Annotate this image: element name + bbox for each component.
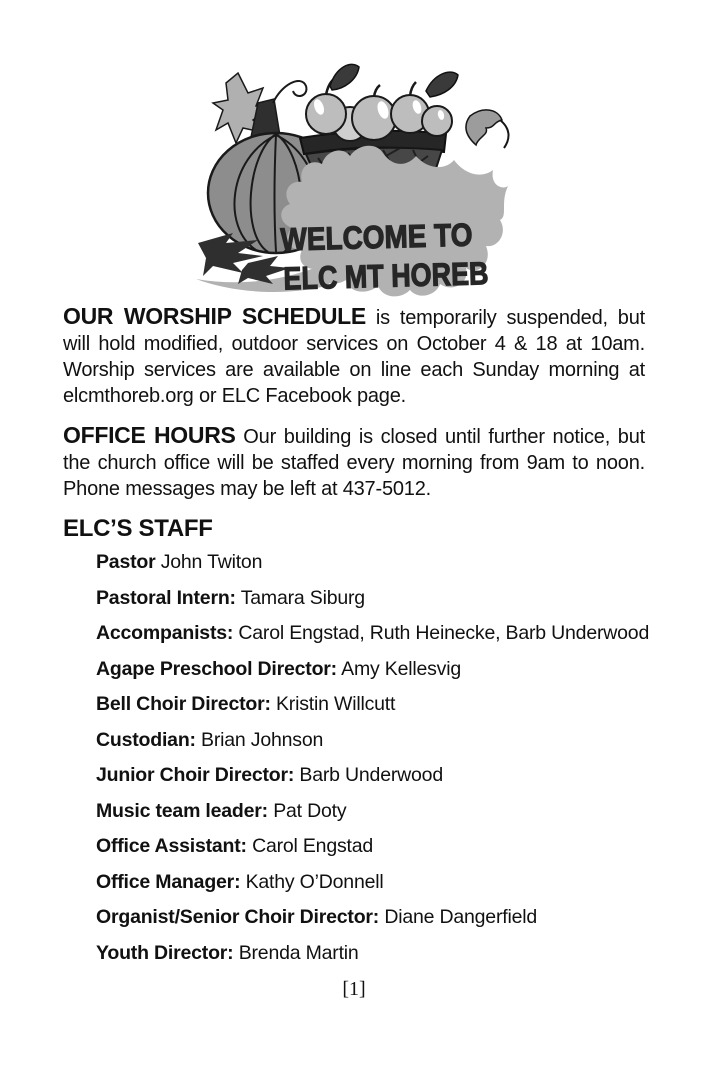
staff-role: Organist/Senior Choir Director: [96,906,380,928]
staff-role: Office Manager: [96,870,241,893]
page-number: [1] [342,978,366,1000]
staff-role: Accompanists: [96,622,234,644]
staff-name: Carol Engstad, Ruth Heinecke, Barb Underwood [238,622,650,644]
falling-leaf-icon [466,110,502,145]
worship-schedule-text: is temporarily suspended, but will hold modified, outdoor services on October 4 & 18 at 10am. Worship services are available on line each Sunday morning at elcmthoreb.org or ELC Facebook page. [63,307,645,407]
pumpkin-tendril [273,81,306,103]
page-content [63,303,650,1001]
staff-item-accompanists [96,622,650,644]
apples-icon [306,94,452,141]
staff-name: John Twiton [160,551,263,573]
staff-role: Pastoral Intern: [96,586,236,609]
staff-item-custodian [96,730,645,750]
office-hours-heading: OFFICE HOURS [63,422,236,448]
welcome-title-line2: ELC MT HOREB [283,254,528,297]
staff-name: Kristin Willcutt [276,693,396,715]
staff-item-bell-choir-director [96,694,645,714]
office-hours-text: Our building is closed until further notice, but the church office will be staffed every morning from 9am to noon. Phone messages may be left at 437-5012. [63,426,645,500]
welcome-title-line1: WELCOME TO [280,215,501,258]
staff-name: Amy Kellesvig [341,657,461,680]
apple-leaf-icon [426,72,458,97]
staff-name: Barb Underwood [299,764,443,786]
staff-item-preschool-director [96,659,645,679]
staff-role: Custodian: [96,728,196,751]
staff-role: Pastor [96,551,156,573]
staff-section-heading: ELC’S STAFF [63,515,213,542]
staff-item-office-assistant [96,836,645,856]
staff-name: Tamara Siburg [240,586,365,609]
worship-schedule-paragraph [63,303,645,409]
staff-item-organist [96,907,645,927]
worship-schedule-heading: OUR WORSHIP SCHEDULE [63,303,366,329]
staff-item-junior-choir-director [96,765,645,785]
staff-role: Agape Preschool Director: [96,657,337,680]
staff-name: Brenda Martin [238,941,359,964]
staff-item-music-team-leader [96,801,645,821]
staff-role: Office Assistant: [96,835,247,857]
staff-name: Carol Engstad [252,835,374,857]
staff-item-youth-director [96,943,645,963]
header-illustration [178,58,530,304]
apple-leaf-icon [330,64,359,90]
staff-list [63,542,650,964]
staff-role: Junior Choir Director: [96,764,295,786]
staff-role: Youth Director: [96,941,234,964]
staff-name: Pat Doty [273,799,347,822]
staff-name: Kathy O’Donnell [245,870,384,893]
staff-name: Diane Dangerfield [384,906,538,928]
staff-item-office-manager [96,872,645,892]
staff-name: Brian Johnson [201,728,324,751]
office-hours-paragraph [63,422,645,502]
staff-item-pastor [96,552,645,572]
staff-role: Bell Choir Director: [96,693,271,715]
staff-item-pastoral-intern [96,588,645,608]
falling-leaf-stem [500,120,509,148]
staff-role: Music team leader: [96,799,268,822]
autumn-welcome-art [178,58,530,304]
